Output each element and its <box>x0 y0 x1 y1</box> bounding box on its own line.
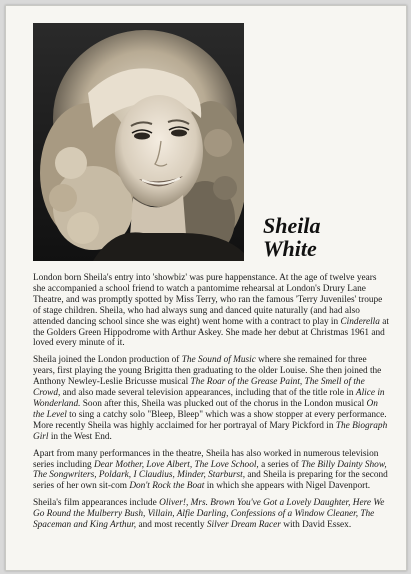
biography-paragraph-1 <box>33 273 390 349</box>
biography-paragraph-4 <box>33 498 390 531</box>
text-run: Soon after this, Sheila was plucked out of the chorus in the London musical <box>80 398 367 409</box>
text-run: London born Sheila's entry into 'showbiz' was pure happenstance. At the age of twelve years she accompanied a school friend to watch a pantomime rehearsal at London's Drury Lane Theatre, and was promptly spotted by Miss Terry, who ran the famous 'Terry Juveniles' troupe of stage children. Sheila, who had always sung and danced quite naturally (and had also attended dancing school since she was eight) went home with a contract to play in <box>33 273 383 327</box>
title-run: The Sound of Music <box>181 355 256 366</box>
programme-page <box>5 5 407 571</box>
title-run: Silver Dream Racer <box>206 520 281 531</box>
title-run: Don't Rock the Boat <box>129 481 205 492</box>
text-run: Sheila's film appearances include <box>33 498 160 509</box>
biography-paragraph-2 <box>33 355 390 442</box>
title-run: Alice in Wonderland. <box>33 388 385 409</box>
text-run: to sing a catchy solo "Bleep, Bleep" which was a show stopper at every performance. More recently Sheila was highly acclaimed for her portrayal of Mary Pickford in <box>33 409 387 431</box>
text-run: a series of <box>258 459 302 470</box>
title-run: Cinderella <box>340 316 380 327</box>
title-run: The Billy Dainty Show, The Songwriters, Poldark, I Claudius, Minder, Starburst, <box>33 459 387 481</box>
text-run: where she remained for three years, first playing the young Brigitta then graduating to the older Louise. She then joined the Anthony Newley-Leslie Bricusse musical <box>33 355 382 388</box>
artist-name-heading <box>263 214 403 260</box>
portrait-image <box>33 23 244 261</box>
biography-text <box>33 273 390 537</box>
title-run: The Roar of the Grease Paint, The Smell of the Crowd, <box>33 377 365 399</box>
text-run: and also made several television appearances, including that of the title role in <box>60 388 356 399</box>
text-run: at the Golders Green Hippodrome with Arthur Askey. She made her debut at Christmas 1961 and loved every minute of it. <box>33 316 389 349</box>
title-run: Oliver!, Mrs. Brown You've Got a Lovely Daughter, Here We Go Round the Mulberry Bush, Villain, Alfie Darling, Confessions of a Window Cleaner, The Spaceman and King Arthur, <box>33 498 385 531</box>
text-run: Apart from many performances in the theatre, Sheila has also worked in numerous television series including <box>33 448 379 470</box>
portrait-photo <box>33 23 244 261</box>
text-run: Sheila joined the London production of <box>33 355 182 366</box>
title-run: The Biograph Girl <box>33 420 388 442</box>
biography-paragraph-3 <box>33 449 390 493</box>
text-run: in which she appears with Nigel Davenport. <box>204 481 371 492</box>
text-run: in the West End. <box>48 431 112 442</box>
text-run: with David Essex. <box>280 520 352 531</box>
artist-first-name: Sheila <box>263 213 321 238</box>
text-run: and most recently <box>136 520 207 531</box>
artist-last-name: White <box>263 236 317 261</box>
text-run: and Sheila is preparing for the second series of her own sit-com <box>33 470 388 492</box>
title-run: Dear Mother, Love Albert, The Love School, <box>93 459 259 470</box>
title-run: On the Level <box>33 398 378 420</box>
